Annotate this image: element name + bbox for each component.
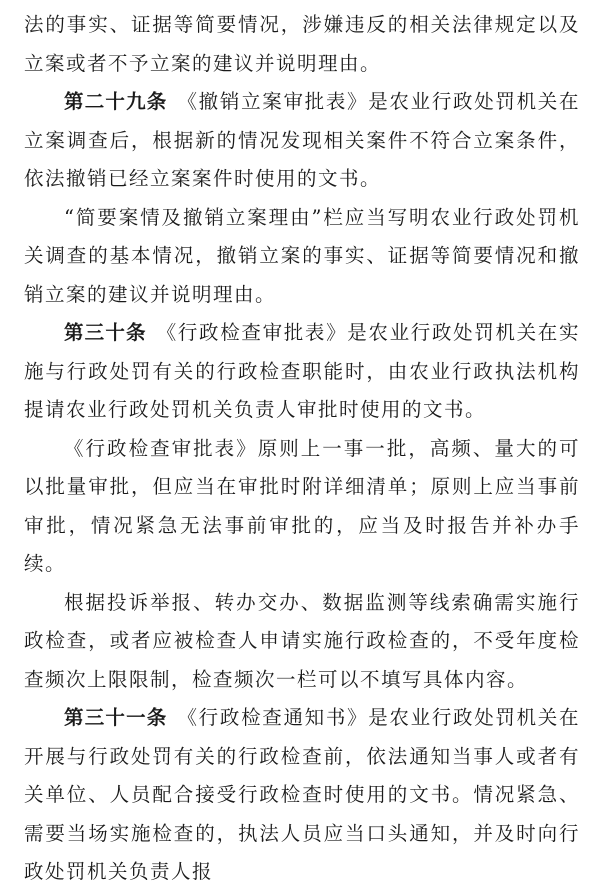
paragraph-text: 《撤销立案审批表》是农业行政处罚机关在立案调查后，根据新的情况发现相关案件不符合立案条件，依法撤销已经立案案件时使用的文书。 xyxy=(24,90,580,190)
paragraph-text: 《行政检查审批表》原则上一事一批，高频、量大的可以批量审批，但应当在审批时附详细清单；原则上应当事前审批，情况紧急无法事前审批的，应当及时报告并补办手续。 xyxy=(24,436,580,575)
article-number: 第二十九条 xyxy=(64,90,168,113)
article-number: 第三十一条 xyxy=(64,706,168,729)
document-page xyxy=(24,6,580,892)
article-number: 第三十条 xyxy=(64,321,147,344)
paragraph-text: “简要案情及撤销立案理由”栏应当写明农业行政处罚机关调查的基本情况，撤销立案的事实、证据等简要情况和撤销立案的建议并说明理由。 xyxy=(24,205,580,306)
paragraph-text: 根据投诉举报、转办交办、数据监测等线索确需实施行政检查，或者应被检查人申请实施行政检查的，不受年度检查频次上限限制，检查频次一栏可以不填写具体内容。 xyxy=(24,590,580,691)
paragraph-text: 法的事实、证据等简要情况，涉嫌违反的相关法律规定以及立案或者不予立案的建议并说明理由。 xyxy=(24,13,580,75)
paragraph-text: 《行政检查审批表》是农业行政处罚机关在实施与行政处罚有关的行政检查职能时，由农业行政执法机构提请农业行政处罚机关负责人审批时使用的文书。 xyxy=(24,321,580,421)
article-30-note-paragraph-2 xyxy=(24,584,580,700)
article-29-note-paragraph xyxy=(24,199,580,315)
paragraph-text: 《行政检查通知书》是农业行政处罚机关在开展与行政处罚有关的行政检查前，依法通知当事人或者有关单位、人员配合接受行政检查时使用的文书。情况紧急、需要当场实施检查的，执法人员应当口头通知，并及时向行政处罚机关负责人报 xyxy=(24,706,580,883)
paragraph-continuation xyxy=(24,6,580,83)
article-30-paragraph xyxy=(24,314,580,430)
article-30-note-paragraph-1 xyxy=(24,430,580,584)
article-31-paragraph xyxy=(24,699,580,892)
article-29-paragraph xyxy=(24,83,580,199)
